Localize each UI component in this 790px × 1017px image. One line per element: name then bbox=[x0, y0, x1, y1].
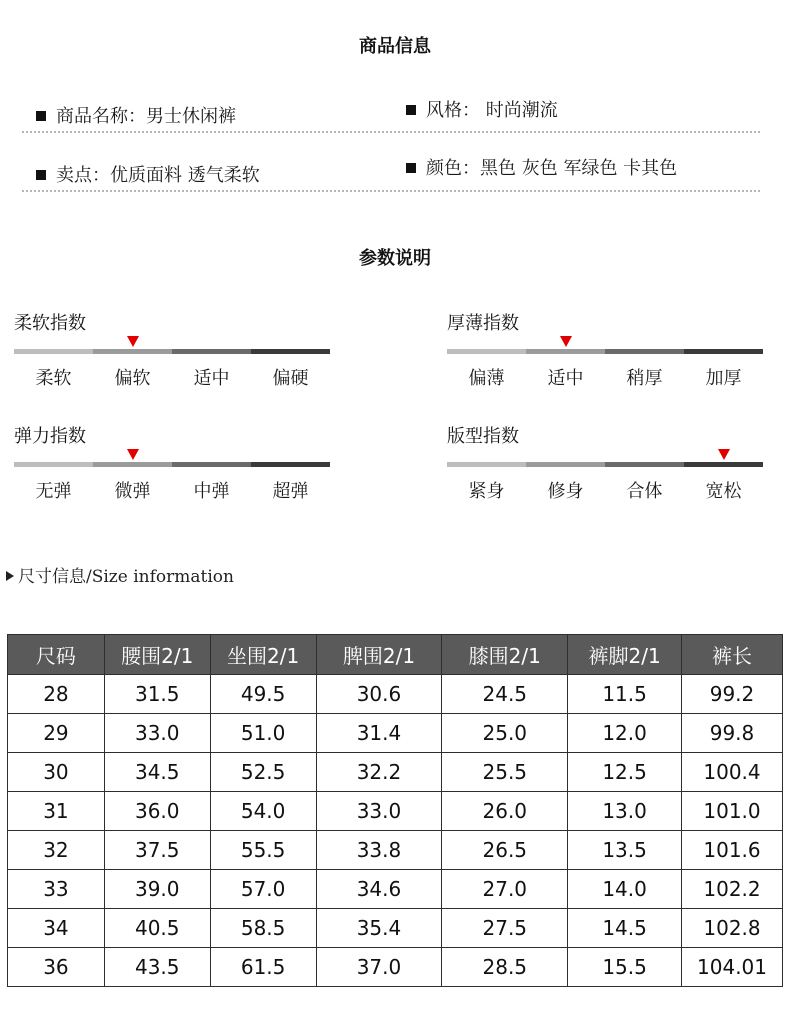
table-cell: 51.0 bbox=[210, 714, 316, 753]
table-row bbox=[8, 753, 783, 792]
column-header: 腰围2/1 bbox=[104, 635, 210, 675]
param-level: 柔软 bbox=[35, 368, 72, 389]
table-row bbox=[8, 948, 783, 987]
info-text: 商品名称：男士休闲裤 bbox=[56, 106, 236, 127]
table-cell: 101.0 bbox=[682, 792, 783, 831]
table-cell: 104.01 bbox=[682, 948, 783, 987]
table-row bbox=[8, 870, 783, 909]
table-cell: 33.0 bbox=[104, 714, 210, 753]
table-cell: 36.0 bbox=[104, 792, 210, 831]
param-scale-bar bbox=[447, 349, 763, 354]
table-cell: 36 bbox=[8, 948, 105, 987]
table-cell: 11.5 bbox=[568, 675, 682, 714]
table-cell: 43.5 bbox=[104, 948, 210, 987]
param-level: 偏薄 bbox=[468, 368, 505, 389]
param-scale-bar bbox=[14, 349, 330, 354]
square-bullet-icon bbox=[406, 105, 416, 115]
table-cell: 39.0 bbox=[104, 870, 210, 909]
param-title: 版型指数 bbox=[447, 426, 519, 447]
table-cell: 24.5 bbox=[442, 675, 568, 714]
table-cell: 27.0 bbox=[442, 870, 568, 909]
column-header: 膝围2/1 bbox=[442, 635, 568, 675]
table-cell: 49.5 bbox=[210, 675, 316, 714]
table-cell: 54.0 bbox=[210, 792, 316, 831]
size-table-body bbox=[8, 675, 783, 987]
table-cell: 102.8 bbox=[682, 909, 783, 948]
column-header: 裤脚2/1 bbox=[568, 635, 682, 675]
table-cell: 61.5 bbox=[210, 948, 316, 987]
table-cell: 12.5 bbox=[568, 753, 682, 792]
param-level: 无弹 bbox=[35, 481, 72, 502]
table-cell: 99.2 bbox=[682, 675, 783, 714]
table-cell: 25.0 bbox=[442, 714, 568, 753]
param-elasticity bbox=[14, 422, 330, 503]
table-row bbox=[8, 675, 783, 714]
table-cell: 34 bbox=[8, 909, 105, 948]
table-cell: 101.6 bbox=[682, 831, 783, 870]
size-info-heading bbox=[6, 562, 234, 587]
square-bullet-icon bbox=[406, 163, 416, 173]
param-level: 适中 bbox=[193, 368, 230, 389]
table-cell: 35.4 bbox=[316, 909, 442, 948]
param-level: 紧身 bbox=[468, 481, 505, 502]
param-level: 合体 bbox=[626, 481, 663, 502]
table-cell: 34.6 bbox=[316, 870, 442, 909]
table-cell: 26.0 bbox=[442, 792, 568, 831]
triangle-right-icon bbox=[6, 571, 14, 581]
size-table bbox=[7, 634, 783, 987]
param-level: 微弹 bbox=[114, 481, 151, 502]
table-cell: 30 bbox=[8, 753, 105, 792]
table-cell: 30.6 bbox=[316, 675, 442, 714]
table-cell: 14.0 bbox=[568, 870, 682, 909]
column-header: 裤长 bbox=[682, 635, 783, 675]
size-heading-text: 尺寸信息/Size information bbox=[18, 567, 234, 587]
table-row bbox=[8, 909, 783, 948]
table-cell: 31.5 bbox=[104, 675, 210, 714]
info-item-selling-point bbox=[36, 161, 260, 187]
selected-marker-icon bbox=[127, 336, 139, 347]
info-text: 卖点：优质面料 透气柔软 bbox=[56, 165, 260, 186]
table-cell: 32 bbox=[8, 831, 105, 870]
table-row bbox=[8, 714, 783, 753]
table-cell: 40.5 bbox=[104, 909, 210, 948]
divider bbox=[22, 131, 760, 133]
param-scale-bar bbox=[447, 462, 763, 467]
table-cell: 57.0 bbox=[210, 870, 316, 909]
table-cell: 31 bbox=[8, 792, 105, 831]
table-cell: 28.5 bbox=[442, 948, 568, 987]
table-cell: 29 bbox=[8, 714, 105, 753]
param-title: 厚薄指数 bbox=[447, 313, 519, 334]
table-cell: 58.5 bbox=[210, 909, 316, 948]
table-cell: 102.2 bbox=[682, 870, 783, 909]
param-fit bbox=[447, 422, 763, 503]
table-cell: 25.5 bbox=[442, 753, 568, 792]
column-header: 坐围2/1 bbox=[210, 635, 316, 675]
info-text: 风格： 时尚潮流 bbox=[426, 100, 558, 121]
param-level: 中弹 bbox=[193, 481, 230, 502]
table-row bbox=[8, 831, 783, 870]
table-header-row bbox=[8, 635, 783, 675]
table-cell: 26.5 bbox=[442, 831, 568, 870]
table-cell: 33.8 bbox=[316, 831, 442, 870]
selected-marker-icon bbox=[127, 449, 139, 460]
table-cell: 33 bbox=[8, 870, 105, 909]
param-level: 加厚 bbox=[705, 368, 742, 389]
table-cell: 99.8 bbox=[682, 714, 783, 753]
table-cell: 27.5 bbox=[442, 909, 568, 948]
table-cell: 14.5 bbox=[568, 909, 682, 948]
table-cell: 28 bbox=[8, 675, 105, 714]
param-level: 修身 bbox=[547, 481, 584, 502]
table-cell: 12.0 bbox=[568, 714, 682, 753]
param-level: 宽松 bbox=[705, 481, 742, 502]
info-text: 颜色：黑色 灰色 军绿色 卡其色 bbox=[426, 158, 678, 179]
param-thickness bbox=[447, 309, 763, 390]
table-cell: 32.2 bbox=[316, 753, 442, 792]
param-title: 弹力指数 bbox=[14, 426, 86, 447]
selected-marker-icon bbox=[718, 449, 730, 460]
params-title: 参数说明 bbox=[359, 248, 431, 269]
param-level: 偏硬 bbox=[272, 368, 309, 389]
table-cell: 55.5 bbox=[210, 831, 316, 870]
table-cell: 33.0 bbox=[316, 792, 442, 831]
square-bullet-icon bbox=[36, 111, 46, 121]
info-item-color bbox=[406, 154, 677, 180]
param-level: 适中 bbox=[547, 368, 584, 389]
param-level: 稍厚 bbox=[626, 368, 663, 389]
info-item-name bbox=[36, 102, 236, 128]
table-cell: 13.0 bbox=[568, 792, 682, 831]
product-info-title: 商品信息 bbox=[359, 36, 431, 57]
param-title: 柔软指数 bbox=[14, 313, 86, 334]
table-cell: 52.5 bbox=[210, 753, 316, 792]
param-scale-bar bbox=[14, 462, 330, 467]
info-item-style bbox=[406, 96, 558, 122]
table-cell: 37.5 bbox=[104, 831, 210, 870]
table-cell: 31.4 bbox=[316, 714, 442, 753]
column-header: 脾围2/1 bbox=[316, 635, 442, 675]
table-cell: 15.5 bbox=[568, 948, 682, 987]
param-level: 超弹 bbox=[272, 481, 309, 502]
selected-marker-icon bbox=[560, 336, 572, 347]
table-cell: 100.4 bbox=[682, 753, 783, 792]
table-row bbox=[8, 792, 783, 831]
table-cell: 13.5 bbox=[568, 831, 682, 870]
table-cell: 37.0 bbox=[316, 948, 442, 987]
param-level: 偏软 bbox=[114, 368, 151, 389]
divider bbox=[22, 190, 760, 192]
table-cell: 34.5 bbox=[104, 753, 210, 792]
column-header: 尺码 bbox=[8, 635, 105, 675]
param-softness bbox=[14, 309, 330, 390]
square-bullet-icon bbox=[36, 170, 46, 180]
